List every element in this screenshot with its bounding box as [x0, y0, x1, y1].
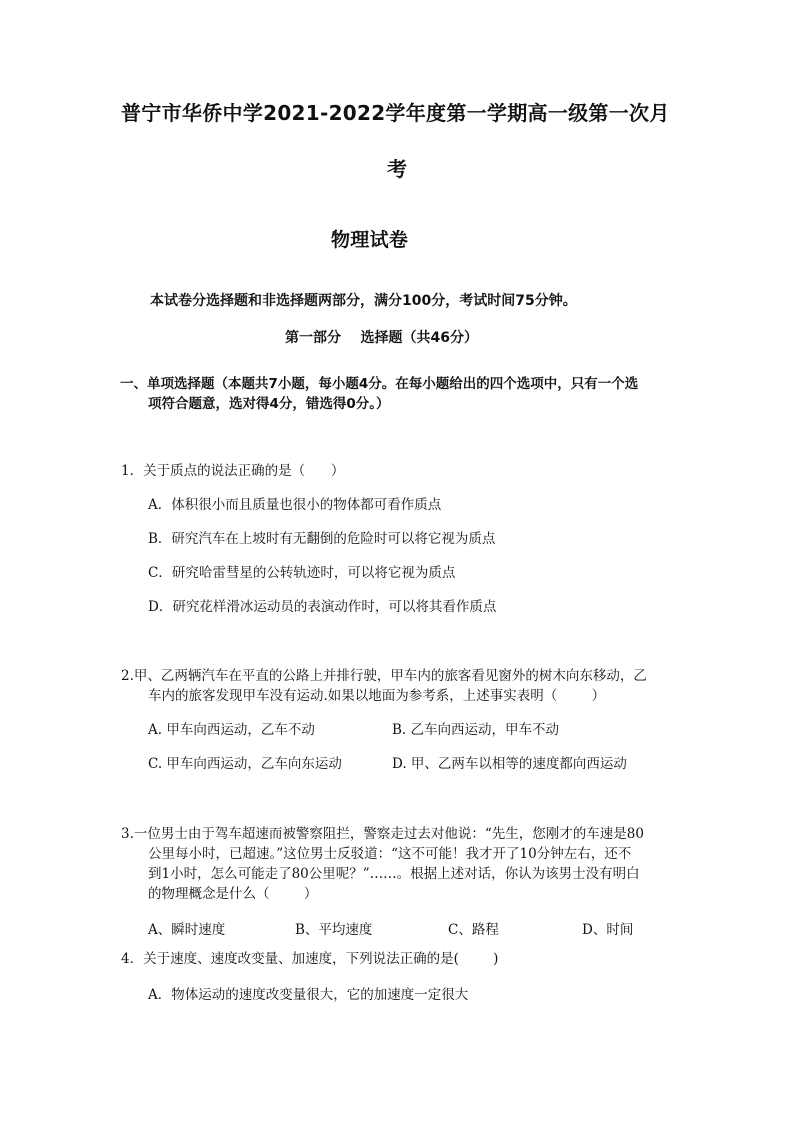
- question-stem-line2: 车内的旅客发现甲车没有运动.如果以地面为参考系，上述事实表明（ ）: [148, 688, 606, 704]
- option-b: B、平均速度: [295, 922, 373, 938]
- option-c: C．研究哈雷彗星的公转轨迹时，可以将它视为质点: [148, 565, 456, 581]
- option-b: B. 乙车向西运动，甲车不动: [392, 722, 560, 738]
- option-d: D. 甲、乙两车以相等的速度都向西运动: [392, 756, 627, 772]
- section-heading-line2: 项符合题意，选对得4分，错选得0分。）: [148, 396, 390, 412]
- option-c: C. 甲车向西运动，乙车向东运动: [148, 756, 342, 772]
- option-a: A．物体运动的速度改变量很大，它的加速度一定很大: [148, 987, 469, 1003]
- option-c: C、路程: [448, 922, 499, 938]
- part-heading: 第一部分 选择题（共46分）: [285, 330, 478, 346]
- question-stem: 1．关于质点的说法正确的是（ ）: [121, 463, 345, 479]
- question-stem-line3: 到1小时，怎么可能走了80公里呢？”……。根据上述对话，你认为该男士没有明白: [148, 866, 640, 882]
- option-a: A、瞬时速度: [148, 922, 226, 938]
- question-stem: 4．关于速度、速度改变量、加速度，下列说法正确的是( ): [121, 951, 499, 967]
- question-stem-line1: 2.甲、乙两辆汽车在平直的公路上并排行驶，甲车内的旅客看见窗外的树木向东移动，乙: [121, 668, 647, 684]
- page-subtitle: 物理试卷: [331, 229, 409, 251]
- option-a: A．体积很小而且质量也很小的物体都可看作质点: [148, 497, 442, 513]
- page-title-line2: 考: [387, 157, 408, 181]
- option-b: B．研究汽车在上坡时有无翻倒的危险时可以将它视为质点: [148, 531, 496, 547]
- exam-instructions: 本试卷分选择题和非选择题两部分，满分100分，考试时间75分钟。: [150, 293, 577, 309]
- question-stem-line1: 3.一位男士由于驾车超速而被警察阻拦，警察走过去对他说：“先生，您刚才的车速是80: [121, 826, 644, 842]
- section-heading-line1: 一、单项选择题（本题共7小题，每小题4分。在每小题给出的四个选项中，只有一个选: [120, 376, 639, 392]
- option-d: D．研究花样滑冰运动员的表演动作时，可以将其看作质点: [148, 599, 497, 615]
- question-stem-line2: 公里每小时，已超速。”这位男士反驳道：“这不可能！我才开了10分钟左右，还不: [148, 846, 632, 862]
- question-stem-line4: 的物理概念是什么（ ）: [148, 886, 318, 902]
- page-title-line1: 普宁市华侨中学2021-2022学年度第一学期高一级第一次月: [121, 101, 670, 125]
- option-d: D、时间: [582, 922, 634, 938]
- option-a: A. 甲车向西运动，乙车不动: [148, 722, 315, 738]
